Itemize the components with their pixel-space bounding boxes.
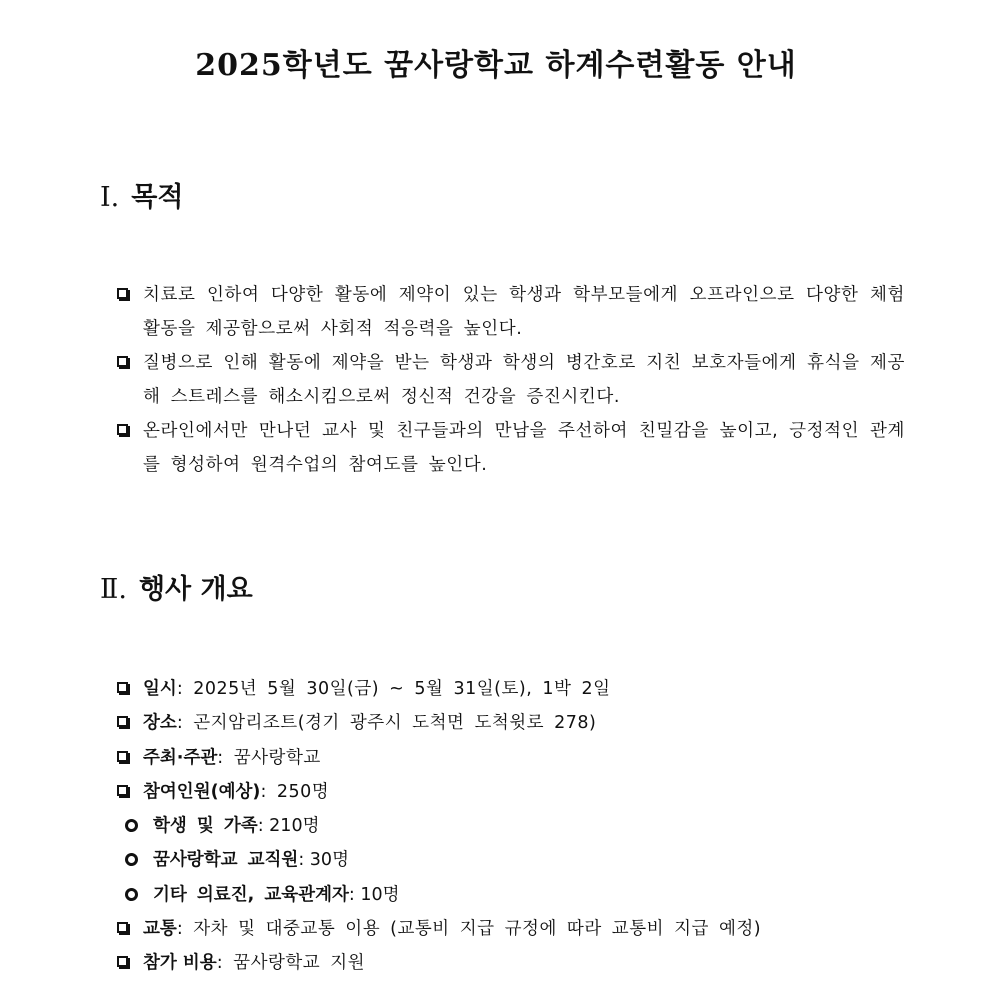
overview-value: : 자차 및 대중교통 이용 (교통비 지급 규정에 따라 교통비 지급 예정) bbox=[176, 919, 762, 940]
circle-bullet-icon bbox=[125, 853, 138, 866]
circle-bullet-icon bbox=[125, 888, 138, 901]
overview-value: : 210명 bbox=[257, 816, 320, 837]
overview-label: 주최·주관 bbox=[143, 747, 218, 768]
overview-label: 장소 bbox=[143, 713, 177, 734]
overview-value: : 250명 bbox=[260, 781, 330, 802]
overview-subitem-students bbox=[115, 809, 915, 843]
overview-value: : 꿈사랑학교 지원 bbox=[216, 953, 366, 974]
purpose-item bbox=[115, 346, 905, 414]
overview-label: 꿈사랑학교 교직원 bbox=[153, 850, 299, 871]
checkbox-bullet-icon bbox=[117, 288, 128, 299]
overview-item-cost bbox=[115, 946, 915, 980]
purpose-item bbox=[115, 414, 905, 482]
overview-value: : 꿈사랑학교 bbox=[217, 747, 321, 768]
section-number: Ⅱ. bbox=[100, 574, 127, 605]
circle-bullet-icon bbox=[125, 819, 138, 832]
section-number: Ⅰ. bbox=[100, 182, 120, 213]
purpose-text: 치료로 인하여 다양한 활동에 제약이 있는 학생과 학부모들에게 오프라인으로 다양한 체험활동을 제공함으로써 사회적 적응력을 높인다. bbox=[143, 285, 905, 339]
overview-item-host bbox=[115, 741, 915, 775]
overview-label: 교통 bbox=[143, 919, 177, 940]
overview-value: : 2025년 5월 30일(금) ~ 5월 31일(토), 1박 2일 bbox=[176, 679, 611, 699]
overview-item-participants bbox=[115, 775, 915, 809]
section-heading-overview bbox=[100, 567, 253, 606]
checkbox-bullet-icon bbox=[117, 424, 128, 435]
purpose-list bbox=[115, 278, 905, 482]
overview-subitem-others bbox=[115, 878, 915, 912]
overview-list bbox=[115, 672, 915, 981]
overview-item-date bbox=[115, 672, 915, 706]
purpose-text: 온라인에서만 만나던 교사 및 친구들과의 만남을 주선하여 친밀감을 높이고, 긍정적인 관계를 형성하여 원격수업의 참여도를 높인다. bbox=[143, 421, 905, 475]
overview-item-place bbox=[115, 706, 915, 740]
checkbox-bullet-icon bbox=[117, 751, 128, 762]
section-title: 목적 bbox=[131, 182, 184, 213]
section-heading-purpose bbox=[100, 175, 183, 214]
overview-item-transport bbox=[115, 912, 915, 946]
section-title: 행사 개요 bbox=[138, 574, 253, 605]
overview-value: : 10명 bbox=[348, 884, 400, 905]
checkbox-bullet-icon bbox=[117, 356, 128, 367]
overview-value: : 곤지암리조트(경기 광주시 도척면 도척윗로 278) bbox=[176, 713, 597, 734]
purpose-item bbox=[115, 278, 905, 346]
overview-label: 참가 비용 bbox=[143, 953, 217, 974]
checkbox-bullet-icon bbox=[117, 956, 128, 967]
checkbox-bullet-icon bbox=[117, 785, 128, 796]
overview-label: 학생 및 가족 bbox=[153, 816, 258, 837]
overview-subitem-staff bbox=[115, 843, 915, 877]
overview-label: 참여인원(예상) bbox=[143, 781, 261, 802]
document-title: 2025학년도 꿈사랑학교 하계수련활동 안내 bbox=[195, 48, 797, 83]
checkbox-bullet-icon bbox=[117, 922, 128, 933]
overview-value: : 30명 bbox=[298, 850, 349, 871]
overview-label: 기타 의료진, 교육관계자 bbox=[153, 884, 349, 905]
overview-label: 일시 bbox=[143, 679, 177, 699]
checkbox-bullet-icon bbox=[117, 682, 128, 693]
checkbox-bullet-icon bbox=[117, 716, 128, 727]
purpose-text: 질병으로 인해 활동에 제약을 받는 학생과 학생의 병간호로 지친 보호자들에게 휴식을 제공해 스트레스를 해소시킴으로써 정신적 건강을 증진시킨다. bbox=[143, 353, 905, 407]
